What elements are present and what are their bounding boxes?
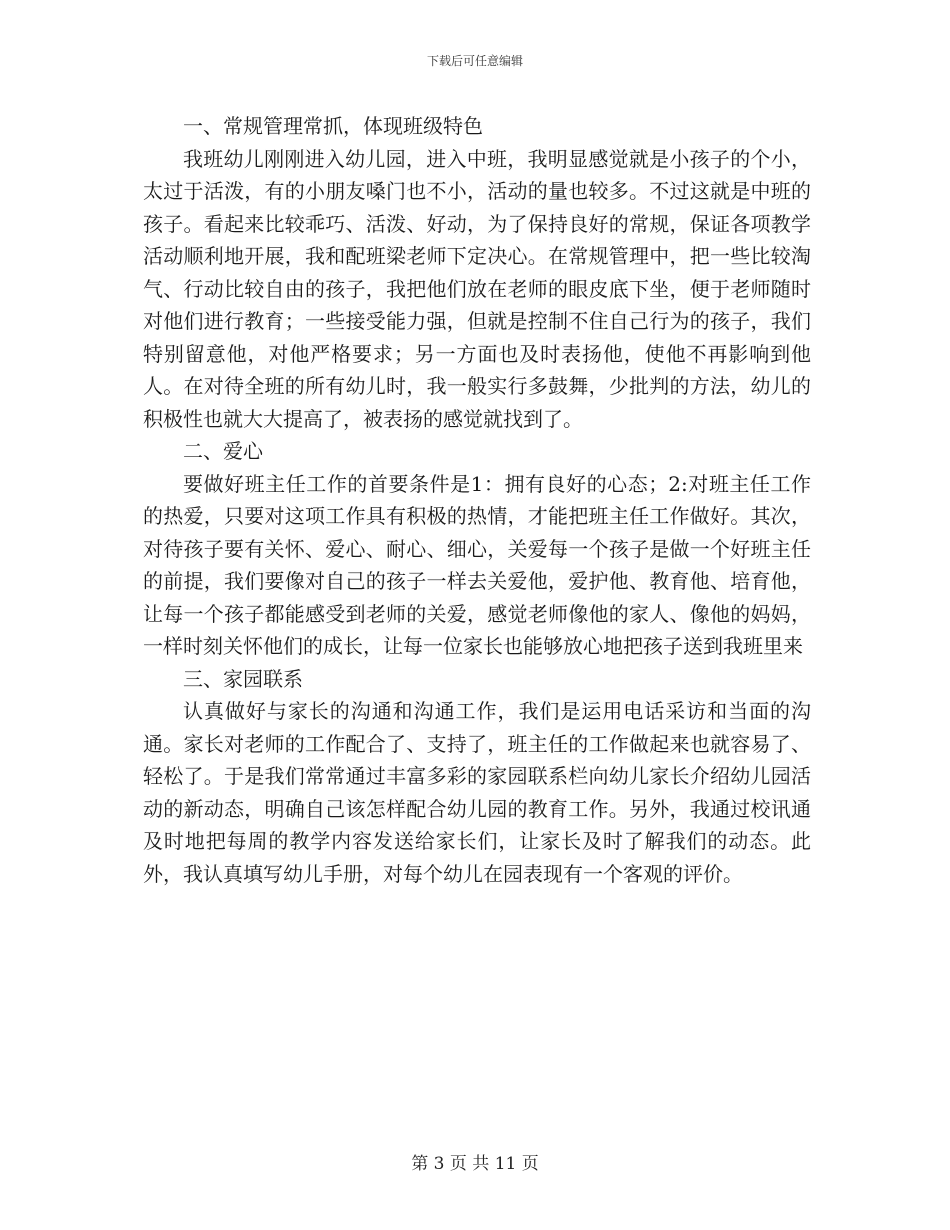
- section-heading-love: 二、爱心: [183, 439, 263, 463]
- document-body: [143, 110, 811, 890]
- section-heading-routine: 一、常规管理常抓，体现班级特色: [183, 114, 483, 138]
- page-number: 第 3 页 共 11 页: [411, 1154, 539, 1174]
- paragraph-routine: 我班幼儿刚刚进入幼儿园，进入中班，我明显感觉就是小孩子的个小，太过于活泼，有的小朋友嗓门也不小，活动的量也较多。不过这就是中班的孩子。看起来比较乖巧、活泼、好动，为了保持良好的常规，保证各项教学活动顺利地开展，我和配班梁老师下定决心。在常规管理中，把一些比较淘气、行动比较自由的孩子，我把他们放在老师的眼皮底下坐，便于老师随时对他们进行教育；一些接受能力强，但就是控制不住自己行为的孩子，我们特别留意他，对他严格要求；另一方面也及时表扬他，使他不再影响到他人。在对待全班的所有幼儿时，我一般实行多鼓舞，少批判的方法，幼儿的积极性也就大大提高了，被表扬的感觉就找到了。: [143, 146, 811, 431]
- paragraph-home-school: 认真做好与家长的沟通和沟通工作，我们是运用电话采访和当面的沟通。家长对老师的工作配合了、支持了，班主任的工作做起来也就容易了、轻松了。于是我们常常通过丰富多彩的家园联系栏向幼儿家长介绍幼儿园活动的新动态，明确自己该怎样配合幼儿园的教育工作。另外，我通过校讯通及时地把每周的教学内容发送给家长们，让家长及时了解我们的动态。此外，我认真填写幼儿手册，对每个幼儿在园表现有一个客观的评价。: [143, 699, 811, 886]
- paragraph-love: 要做好班主任工作的首要条件是1：拥有良好的心态；2:对班主任工作的热爱，只要对这项工作具有积极的热情，才能把班主任工作做好。其次，对待孩子要有关怀、爱心、耐心、细心，关爱每一个孩子是做一个好班主任的前提，我们要像对自己的孩子一样去关爱他，爱护他、教育他、培育他，让每一个孩子都能感受到老师的关爱，感觉老师像他的家人、像他的妈妈，一样时刻关怀他们的成长，让每一位家长也能够放心地把孩子送到我班里来: [143, 471, 811, 658]
- section-heading-home-school: 三、家园联系: [183, 666, 303, 691]
- page-header: 下载后可任意编辑: [426, 54, 523, 68]
